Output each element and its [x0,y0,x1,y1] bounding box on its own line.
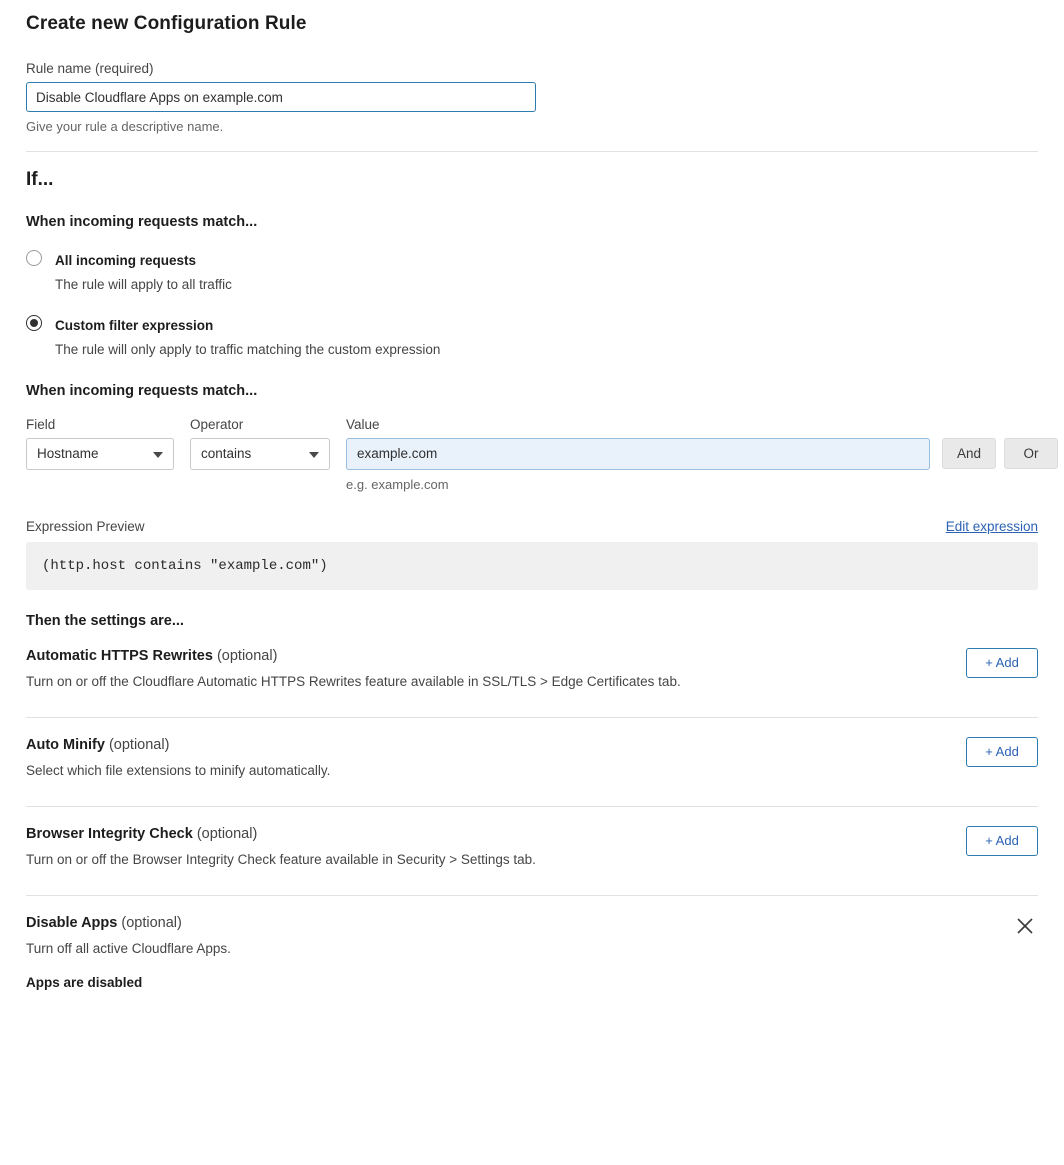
setting-description: Select which file extensions to minify automatically. [26,762,331,778]
add-button-browser-integrity-check[interactable]: + Add [966,826,1038,856]
setting-title [26,915,1038,931]
setting-disable-apps [26,896,1038,990]
setting-optional-text: (optional) [108,736,170,753]
expression-header [26,519,1038,534]
setting-auto-minify [26,718,1038,778]
setting-description: Turn off all active Cloudflare Apps. [26,940,231,956]
field-select[interactable] [26,438,174,470]
setting-title-text: Browser Integrity Check [26,825,193,842]
setting-title [26,826,1038,842]
radio-title-all-requests: All incoming requests [55,253,197,268]
radio-option-all-requests[interactable] [26,249,1038,295]
expression-preview-label: Expression Preview [26,518,145,534]
value-column [346,417,930,492]
setting-description: Turn on or off the Browser Integrity Check feature available in Security > Settings tab. [26,851,536,867]
value-label: Value [346,416,380,432]
match-heading: When incoming requests match... [26,214,258,230]
setting-title-text: Auto Minify [26,736,105,753]
filter-heading: When incoming requests match... [26,382,258,399]
setting-optional-text: (optional) [196,825,258,842]
add-button-auto-minify[interactable]: + Add [966,737,1038,767]
configuration-rule-form [0,13,1064,990]
or-button[interactable]: Or [1004,438,1058,469]
and-column [942,417,996,469]
value-input[interactable] [346,438,930,470]
field-label: Field [26,416,56,432]
setting-optional-text: (optional) [121,914,182,931]
radio-desc-all-requests: The rule will apply to all traffic [55,277,232,293]
rule-name-label: Rule name (required) [26,61,154,76]
setting-title [26,648,1038,664]
radio-icon-custom-filter[interactable] [26,315,42,331]
setting-automatic-https-rewrites [26,629,1038,689]
field-column [26,417,174,470]
setting-browser-integrity-check [26,807,1038,867]
operator-select[interactable] [190,438,330,470]
operator-column [190,417,330,470]
operator-select-value: contains [201,446,252,461]
field-select-value: Hostname [37,446,99,461]
rule-name-input[interactable] [26,82,536,112]
setting-status-disable-apps: Apps are disabled [26,974,143,990]
radio-option-custom-filter[interactable] [26,314,1038,360]
setting-description: Turn on or off the Cloudflare Automatic HTTPS Rewrites feature available in SSL/TLS > Edge Certificates tab. [26,673,681,689]
page-title: Create new Configuration Rule [26,13,307,34]
then-settings-heading: Then the settings are... [26,612,184,629]
setting-title-text: Disable Apps [26,914,118,931]
value-hint: e.g. example.com [346,476,449,492]
radio-desc-custom-filter: The rule will only apply to traffic matching the custom expression [55,341,441,357]
or-column [1004,417,1058,469]
if-section-heading: If... [26,169,54,190]
operator-label: Operator [190,416,244,432]
rule-name-helper: Give your rule a descriptive name. [26,119,224,134]
expression-preview-box: (http.host contains "example.com") [26,542,1038,590]
radio-icon-all-requests[interactable] [26,250,42,266]
edit-expression-link[interactable]: Edit expression [945,518,1038,534]
setting-title-text: Automatic HTTPS Rewrites [26,647,213,664]
close-icon[interactable] [1014,915,1036,937]
radio-title-custom-filter: Custom filter expression [55,317,214,333]
filter-row [26,417,1038,492]
chevron-down-icon [153,452,163,458]
setting-optional-text: (optional) [216,647,278,664]
add-button-automatic-https-rewrites[interactable]: + Add [966,648,1038,678]
chevron-down-icon [309,452,319,458]
setting-title [26,737,1038,753]
divider [26,151,1038,152]
and-button[interactable]: And [942,438,996,469]
